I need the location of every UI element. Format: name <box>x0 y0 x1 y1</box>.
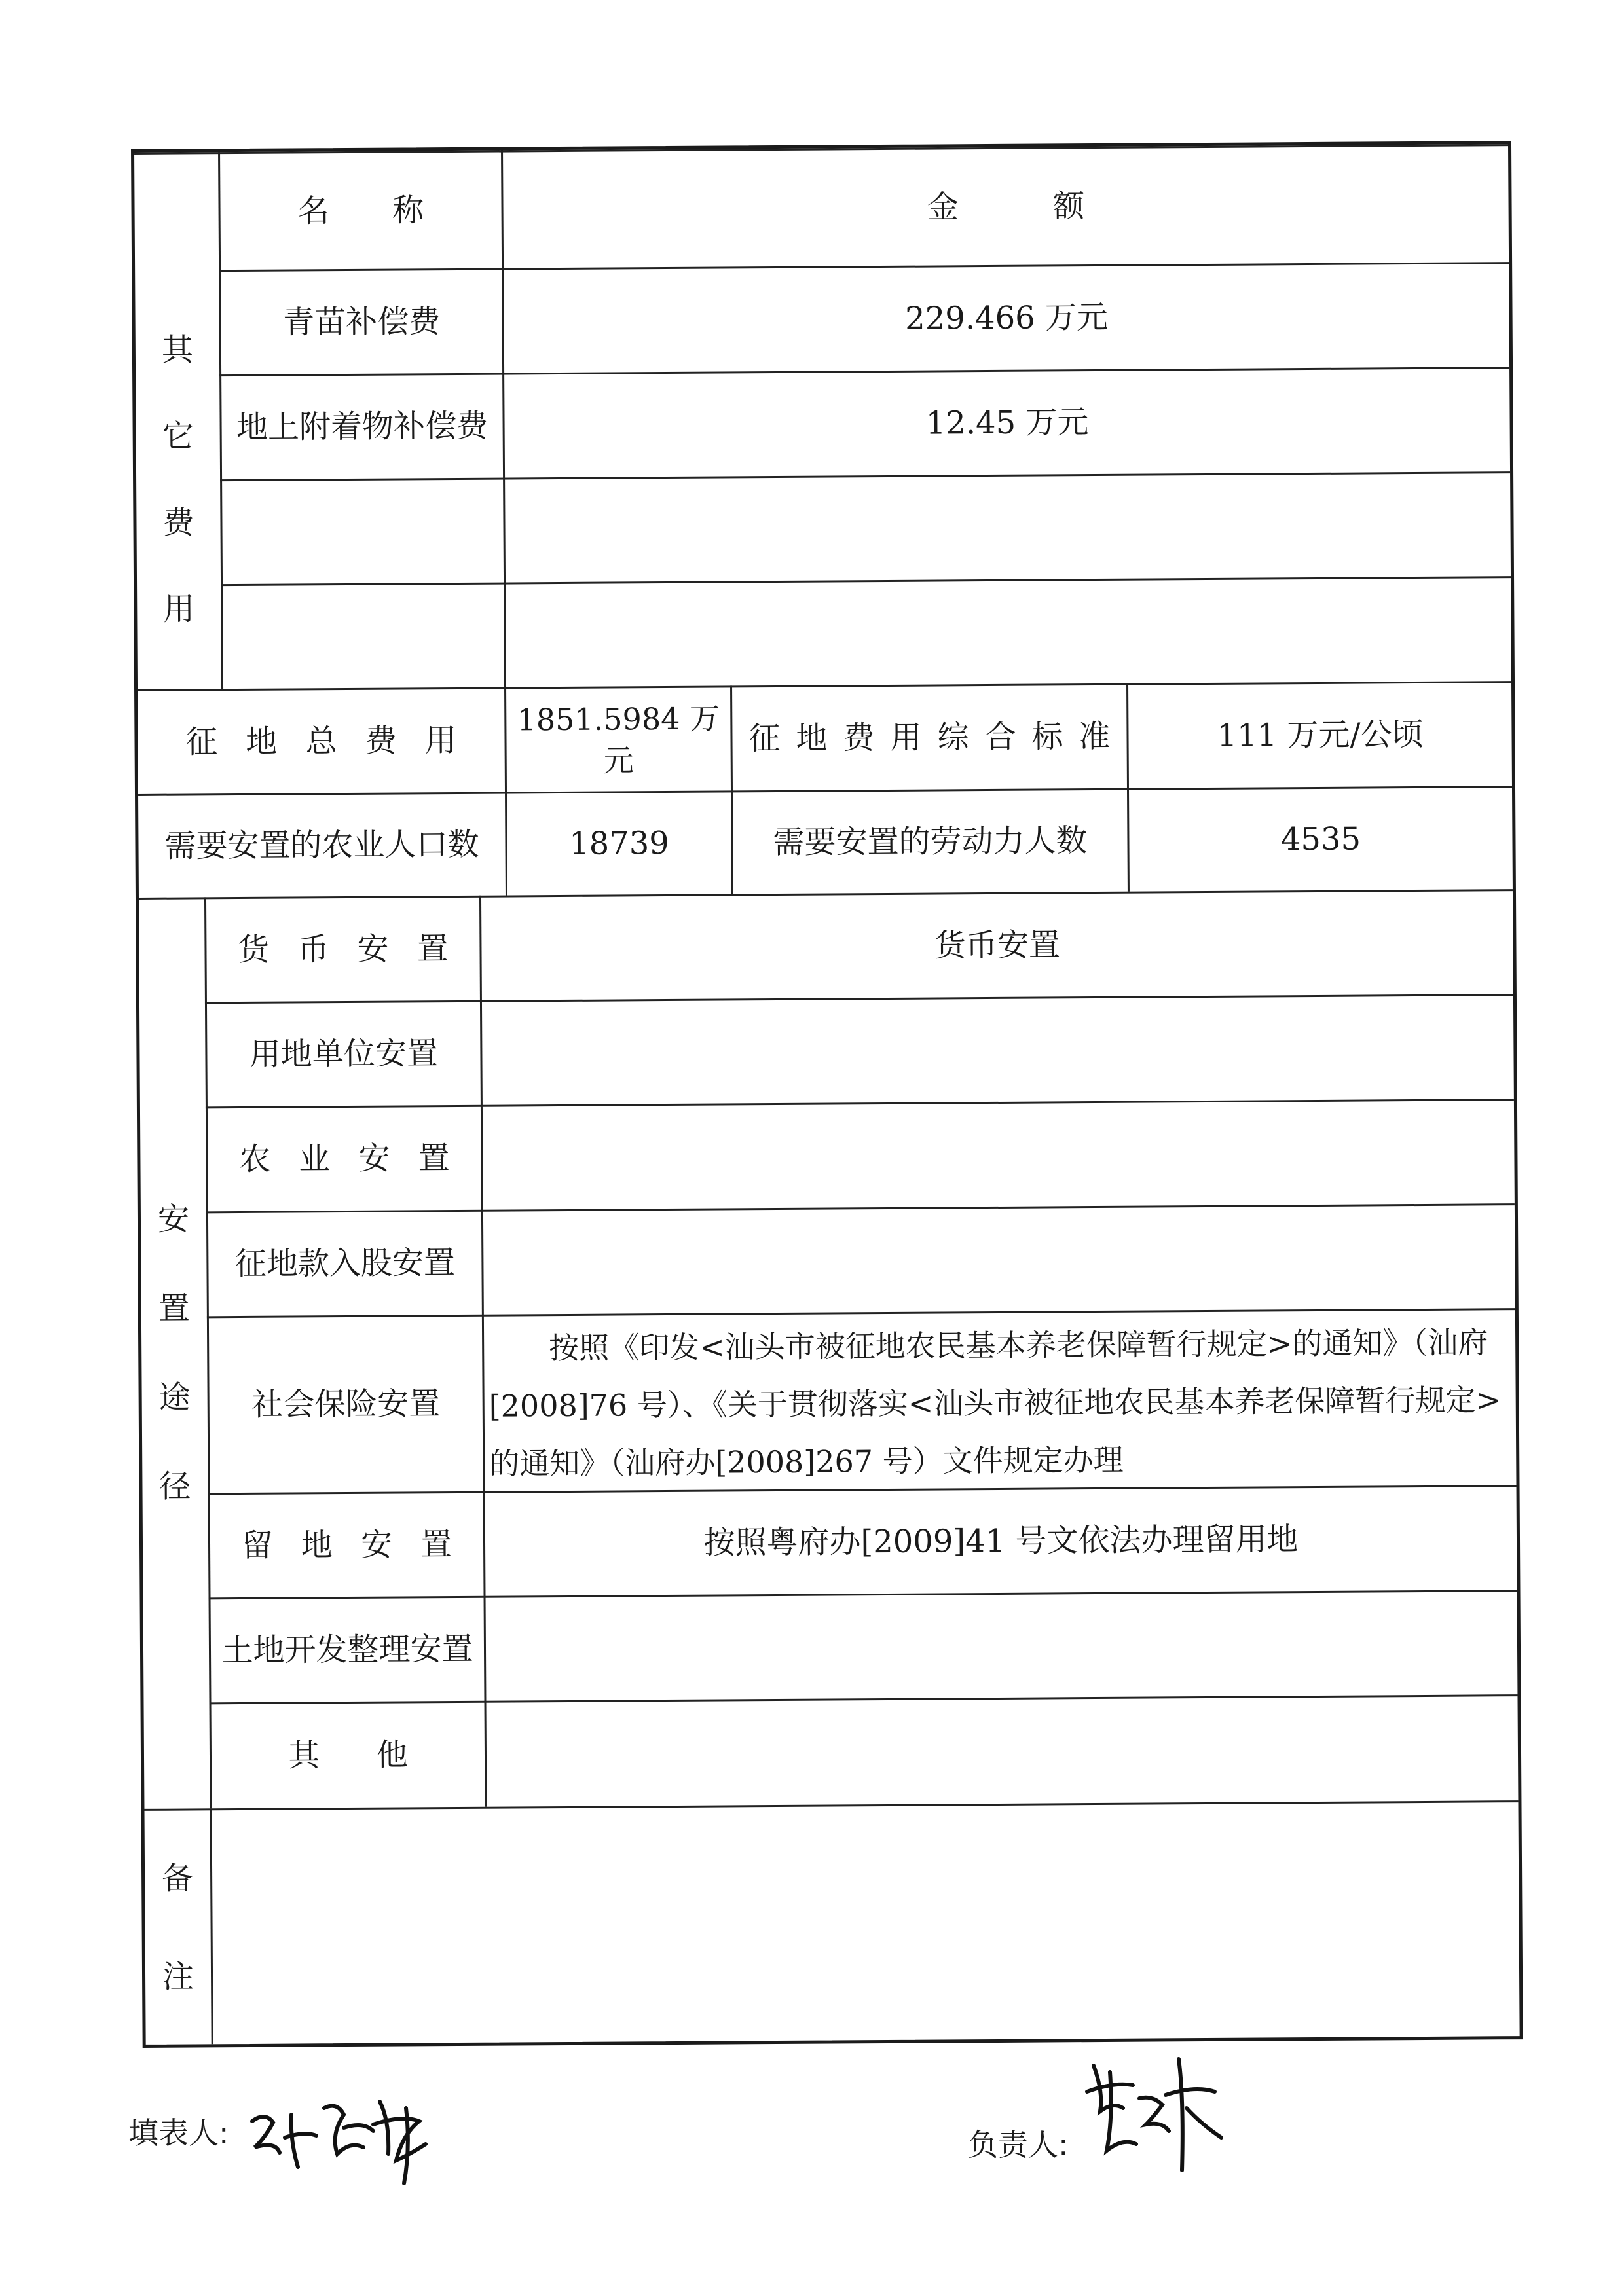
fee-amount: 229.466 万元 <box>905 299 1109 337</box>
resettlement-value <box>482 996 1514 1105</box>
fee-name: 青苗补偿费 <box>282 303 441 341</box>
header-amount: 金 额 <box>927 188 1085 226</box>
resettlement-label: 其他 <box>288 1736 465 1774</box>
resettlement-label: 征地款入股安置 <box>234 1245 456 1283</box>
fee-name <box>222 480 504 585</box>
resettlement-label: 货币安置 <box>237 930 477 969</box>
responsible-signature <box>1074 2046 1238 2177</box>
agri-population-label: 需要安置的农业人口数 <box>164 826 479 865</box>
fee-name: 地上附着物补偿费 <box>236 407 489 446</box>
resettlement-value <box>487 1696 1519 1807</box>
resettlement-label: 土地开发整理安置 <box>221 1630 473 1669</box>
resettlement-section-label: 安 置 途 径 <box>157 1201 191 1505</box>
labor-count-label: 需要安置的劳动力人数 <box>773 822 1088 862</box>
resettlement-label: 农业安置 <box>238 1139 479 1178</box>
fee-amount <box>506 578 1511 687</box>
resettlement-label: 留地安置 <box>241 1525 481 1565</box>
other-fees-section-label: 其 它 费 用 <box>161 331 195 628</box>
social-insurance-text: 按照《印发<汕头市被征地农民基本养老保障暂行规定>的通知》（汕府[2008]76 号）、《关于贯彻落实<汕头市被征地农民基本养老保障暂行规定>的通知》（汕府办[2008]267 号）文件规定办理 <box>489 1324 1502 1482</box>
resettlement-label: 用地单位安置 <box>249 1035 439 1074</box>
resettlement-value <box>483 1101 1515 1210</box>
filler-signature <box>239 2075 449 2193</box>
responsible-label: 负责人: <box>968 2127 1069 2162</box>
header-name: 名 称 <box>297 192 424 230</box>
resettlement-value: 按照粤府办[2009]41 号文依法办理留用地 <box>703 1521 1299 1561</box>
form-table <box>131 141 1523 2048</box>
agri-population-value: 18739 <box>568 825 670 863</box>
resettlement-value: 货币安置 <box>934 926 1061 964</box>
remarks-label: 备 注 <box>161 1859 194 1995</box>
fee-amount: 12.45 万元 <box>925 404 1089 442</box>
cost-standard-label: 征地费用综合标准 <box>748 718 1126 757</box>
labor-count-value: 4535 <box>1280 820 1361 858</box>
fee-amount <box>505 473 1511 582</box>
filler-label: 填表人: <box>128 2115 229 2151</box>
resettlement-value <box>483 1205 1515 1315</box>
remarks-value <box>212 1802 1520 2044</box>
total-cost-value: 1851.5984 万元 <box>517 701 720 778</box>
fee-name <box>223 585 504 689</box>
resettlement-label: 社会保险安置 <box>251 1385 441 1424</box>
cost-standard-value: 111 万元/公顷 <box>1217 716 1424 754</box>
resettlement-value <box>486 1592 1518 1701</box>
total-cost-label: 征地总费用 <box>185 721 485 761</box>
